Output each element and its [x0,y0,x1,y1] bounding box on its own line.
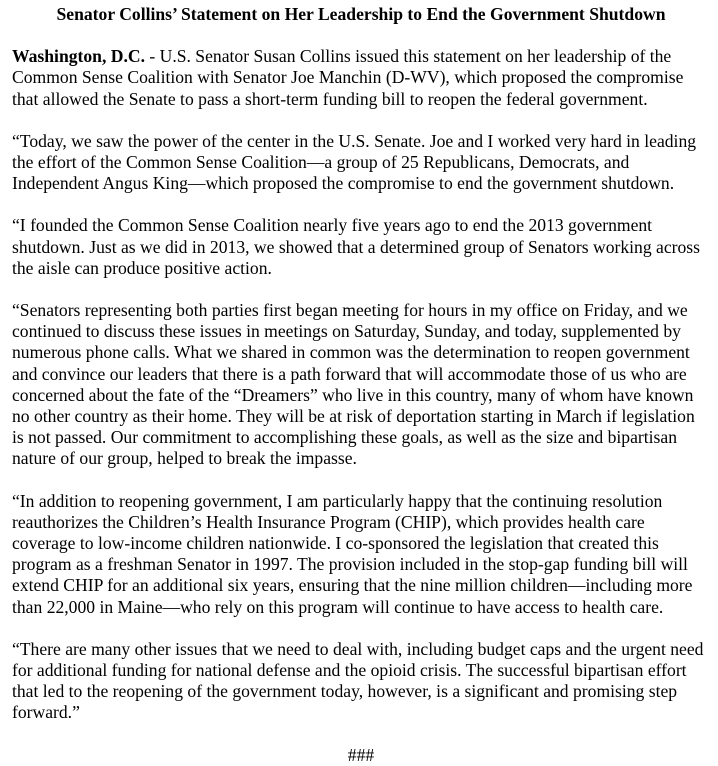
paragraph-5: “There are many other issues that we need to deal with, including budget caps and the urgent need for additional funding for national defense and the opioid crisis. The successful bipartisan effort that led to the reopening of the government today, however, is a significant and promising step forward.” [12,638,704,723]
paragraph-3: “Senators representing both parties first began meeting for hours in my office on Friday, and we continued to discuss these issues in meetings on Saturday, Sunday, and today, supplemented by numerous phone calls. What we shared in common was the determination to reopen government and convince our leaders that there is a path forward that will accommodate those of us who are concerned about the fate of the “Dreamers” who live in this country, many of whom have known no other country as their home. They will be at risk of deportation starting in March if legislation is not passed. Our commitment to accomplishing these goals, as well as the size and bipartisan nature of our group, helped to break the impasse. [12,300,695,469]
document-title: Senator Collins’ Statement on Her Leadership to End the Government Shutdown [56,4,666,24]
dateline: Washington, D.C. [12,46,145,67]
end-mark: ### [347,744,375,765]
paragraph-2-text: “I founded the Common Sense Coalition nearly five years ago to end the 2013 government shutdown. Just as we did in 2013, we showed that a determined group of Senators working across the aisle can produce positive action. [12,215,700,278]
paragraph-1: “Today, we saw the power of the center in the U.S. Senate. Joe and I worked very hard in leading the effort of the Common Sense Coalition—a group of 25 Republicans, Democrats, and Independent Angus King—which proposed the compromise to end the government shutdown. [12,130,697,194]
intro-paragraph [12,46,710,110]
paragraph-2 [12,215,710,279]
intro-text: - U.S. Senator Susan Collins issued this statement on her leadership of the Common Sense Coalition with Senator Joe Manchin (D-WV), which proposed the compromise that allowed the Senate to pass a short-term funding bill to reopen the federal government. [12,46,684,109]
paragraph-4: “In addition to reopening government, I am particularly happy that the continuing resolution reauthorizes the Children’s Health Insurance Program (CHIP), which provides health care coverage to low-income children nationwide. I co-sponsored the legislation that created this program as a freshman Senator in 1997. The provision included in the stop-gap funding bill will extend CHIP for an additional six years, ensuring that the nine million children—including more than 22,000 in Maine—who rely on this program will continue to have access to health care. [12,490,693,617]
